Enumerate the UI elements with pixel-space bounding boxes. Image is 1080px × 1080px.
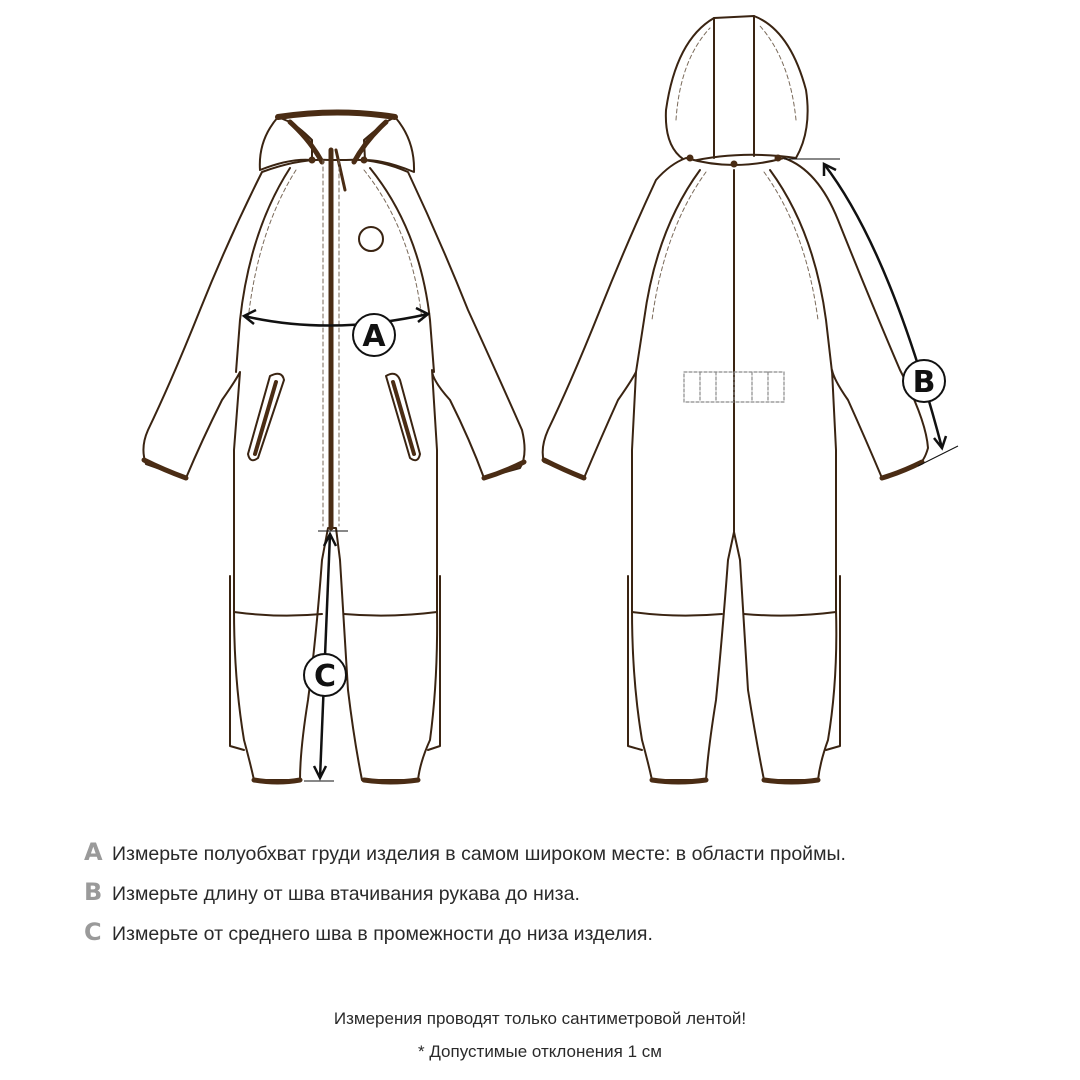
legend-letter-b: B <box>84 878 103 906</box>
legend-letter-c: C <box>84 918 102 946</box>
jumpsuit-back-view <box>543 16 928 782</box>
front-collar-trim <box>278 113 395 118</box>
legend-text-a: Измерьте полуобхват груди изделия в самом широком месте: в области проймы. <box>112 843 846 865</box>
legend-text-c: Измерьте от среднего шва в промежности до низа изделия. <box>112 923 653 945</box>
marker-a: A <box>362 319 386 354</box>
back-left-ankle-cuff <box>652 780 706 782</box>
left-ankle-cuff <box>254 780 300 782</box>
collar-snap <box>361 157 368 164</box>
legend-text-b: Измерьте длину от шва втачивания рукава до низа. <box>112 883 580 905</box>
legend-item-b <box>84 878 1044 918</box>
back-body <box>543 158 928 780</box>
back-collar-snap <box>731 161 738 168</box>
back-collar-snap <box>775 155 782 162</box>
collar-snap <box>309 157 316 164</box>
legend-letter-a: A <box>84 838 103 866</box>
legend-item-a <box>84 838 1044 878</box>
back-right-ankle-cuff <box>764 780 818 782</box>
tape-note: Измерения проводят только сантиметровой лентой! <box>333 1009 747 1028</box>
logo-badge <box>359 227 383 251</box>
legend-item-c <box>84 918 1044 958</box>
marker-c: C <box>313 659 337 694</box>
tolerance-note: * Допустимые отклонения 1 см <box>418 1042 662 1061</box>
marker-b: B <box>912 365 936 400</box>
back-hood <box>666 16 808 162</box>
measurement-legend <box>84 838 1044 958</box>
right-ankle-cuff <box>364 780 418 782</box>
back-collar-snap <box>687 155 694 162</box>
